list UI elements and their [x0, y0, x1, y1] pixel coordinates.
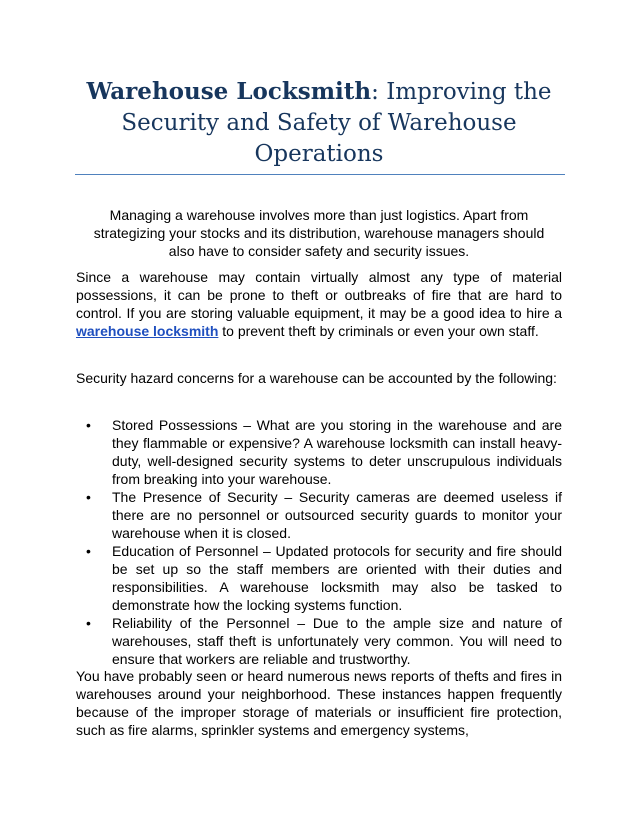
list-item: [76, 488, 562, 542]
list-item: [76, 542, 562, 614]
bullet-icon: •: [86, 543, 91, 559]
bullet-icon: •: [86, 489, 91, 505]
title-rest: : Improving the Security and Safety of Warehouse Operations: [121, 79, 552, 167]
paragraph-2: Security hazard concerns for a warehouse can be accounted by the following:: [76, 370, 557, 386]
paragraph-3: You have probably seen or heard numerous news reports of thefts and fires in warehouses around your neighborhood. These instances happen frequently because of the improper storage of materials or insufficient fire protection, such as fire alarms, sprinkler systems and emergency systems,: [76, 668, 562, 738]
page-title: [76, 76, 562, 170]
title-divider: [75, 174, 565, 175]
list-item: [76, 614, 562, 668]
list-item-text: Reliability of the Personnel – Due to the ample size and nature of warehouses, staff theft is unfortunately very common. You will need to ensure that workers are reliable and trustworthy.: [112, 615, 562, 667]
intro-paragraph: Managing a warehouse involves more than just logistics. Apart from strategizing your stocks and its distribution, warehouse managers should also have to consider safety and security issues.: [93, 207, 545, 259]
paragraph-1: [76, 268, 562, 340]
warehouse-locksmith-link[interactable]: warehouse locksmith: [76, 323, 219, 339]
list-item: [76, 416, 562, 488]
bullet-icon: •: [86, 417, 91, 433]
list-item-text: Education of Personnel – Updated protocols for security and fire should be set up so the staff members are oriented with their duties and responsibilities. A warehouse locksmith may also be tasked to demonstrate how the locking systems function.: [112, 543, 562, 613]
paragraph-1-after: to prevent theft by criminals or even your own staff.: [218, 323, 539, 339]
hazard-list: [76, 416, 562, 668]
list-item-text: Stored Possessions – What are you storing in the warehouse and are they flammable or expensive? A warehouse locksmith can install heavy-duty, well-designed security systems to deter unscrupulous individuals from breaking into your warehouse.: [112, 417, 562, 487]
paragraph-1-before: Since a warehouse may contain virtually almost any type of material possessions, it can be prone to theft or outbreaks of fire that are hard to control. If you are storing valuable equipment, it may be a good idea to hire a: [76, 269, 562, 321]
list-item-text: The Presence of Security – Security cameras are deemed useless if there are no personnel or outsourced security guards to monitor your warehouse when it is closed.: [112, 489, 562, 541]
title-bold: Warehouse Locksmith: [86, 78, 372, 105]
bullet-icon: •: [86, 615, 91, 631]
